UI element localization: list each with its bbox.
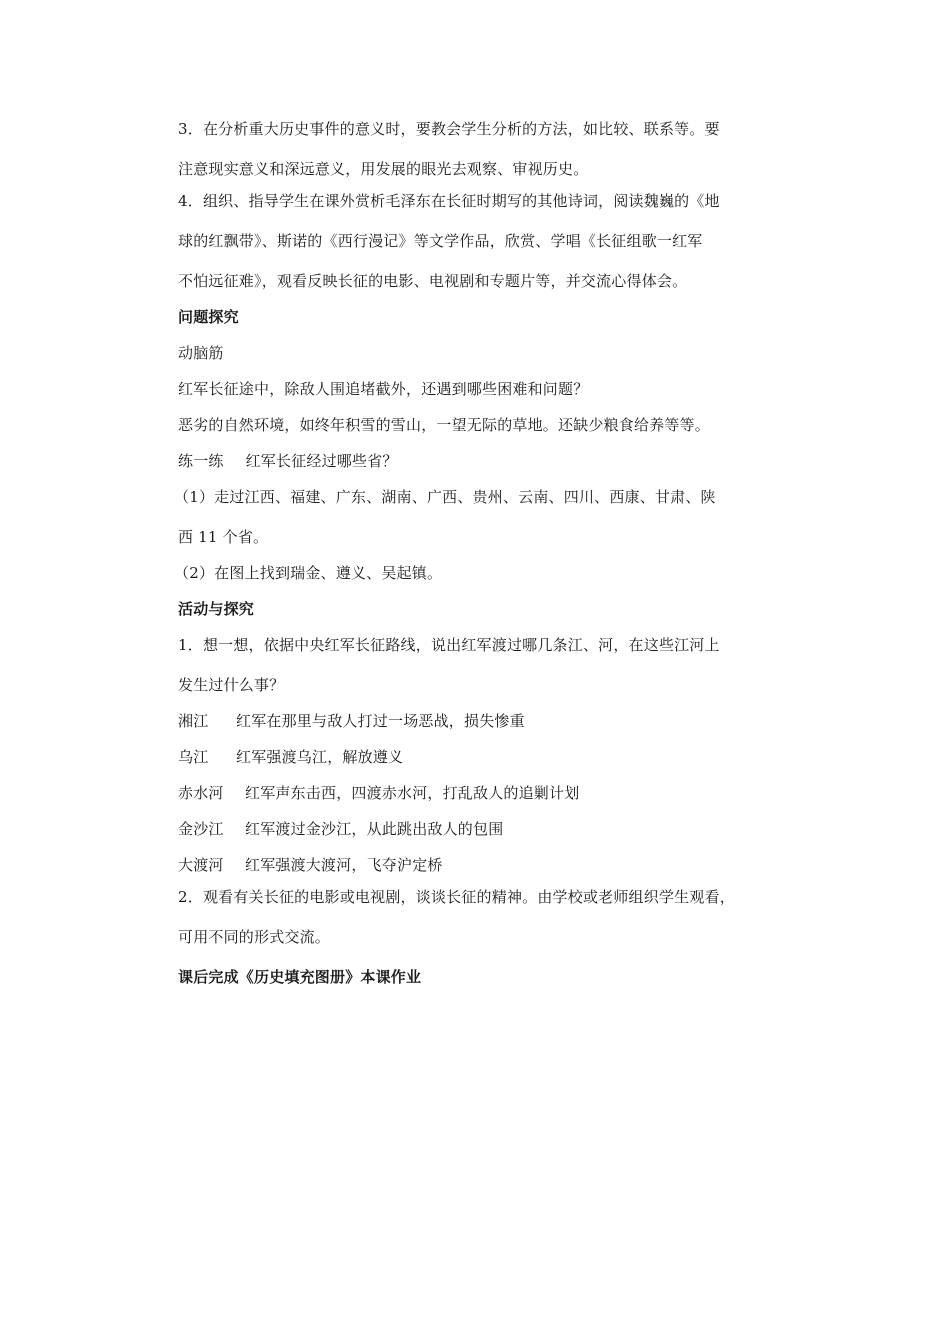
paragraph-4-line-1: 4．组织、指导学生在课外赏析毛泽东在长征时期写的其他诗词，阅读魏巍的《地 [178, 192, 720, 210]
river-row [178, 818, 790, 840]
river-name: 湘江 [178, 712, 209, 730]
item-1-line-2: 西 11 个省。 [178, 528, 269, 546]
river-name: 大渡河 [178, 856, 224, 874]
river-event: 红军声东击西，四渡赤水河，打乱敌人的追剿计划 [245, 784, 580, 802]
activity-q1-line-1: 1．想一想，依据中央红军长征路线，说出红军渡过哪几条江、河，在这些江河上 [178, 636, 720, 654]
activity-q2-line-1: 2．观看有关长征的电影或电视剧，谈谈长征的精神。由学校或老师组织学生观看， [178, 888, 735, 906]
river-name: 乌江 [178, 748, 209, 766]
river-event: 红军渡过金沙江，从此跳出敌人的包围 [245, 820, 504, 838]
item-2: （2）在图上找到瑞金、遵义、吴起镇。 [174, 564, 443, 582]
homework-note: 课后完成《历史填充图册》本课作业 [178, 968, 422, 986]
river-event: 红军强渡乌江，解放遵义 [236, 748, 404, 766]
paragraph-3-line-1: 3．在分析重大历史事件的意义时，要教会学生分析的方法，如比较、联系等。要 [178, 120, 720, 138]
answer-text: 恶劣的自然环境，如终年积雪的雪山，一望无际的草地。还缺少粮食给养等等。 [178, 416, 711, 434]
section-heading-activity: 活动与探究 [178, 600, 255, 618]
activity-q2-line-2: 可用不同的形式交流。 [178, 928, 331, 946]
paragraph-4-line-2: 球的红飘带》、斯诺的《西行漫记》等文学作品，欣赏、学唱《长征组歌一红军 [178, 232, 703, 250]
river-name: 金沙江 [178, 820, 224, 838]
river-event: 红军强渡大渡河，飞夺沪定桥 [245, 856, 443, 874]
subheading-brainstorm: 动脑筋 [178, 344, 224, 362]
item-1-line-1: （1）走过江西、福建、广东、湖南、广西、贵州、云南、四川、西康、甘肃、陕 [174, 488, 716, 506]
river-event: 红军在那里与敌人打过一场恶战，损失惨重 [236, 712, 525, 730]
practice-line [178, 450, 790, 472]
practice-question: 红军长征经过哪些省？ [245, 452, 398, 470]
activity-q1-line-2: 发生过什么事？ [178, 676, 285, 694]
practice-label: 练一练 [178, 452, 224, 470]
paragraph-3-line-2: 注意现实意义和深远意义，用发展的眼光去观察、审视历史。 [178, 160, 589, 178]
river-row [178, 782, 790, 804]
section-heading-problem: 问题探究 [178, 308, 239, 326]
paragraph-4-line-3: 不怕远征难》，观看反映长征的电影、电视剧和专题片等，并交流心得体会。 [178, 272, 688, 290]
river-row [178, 854, 790, 876]
question-text: 红军长征途中，除敌人围追堵截外，还遇到哪些困难和问题？ [178, 380, 589, 398]
river-name: 赤水河 [178, 784, 224, 802]
document-page [174, 118, 790, 988]
river-row [178, 710, 790, 732]
river-row [178, 746, 790, 768]
